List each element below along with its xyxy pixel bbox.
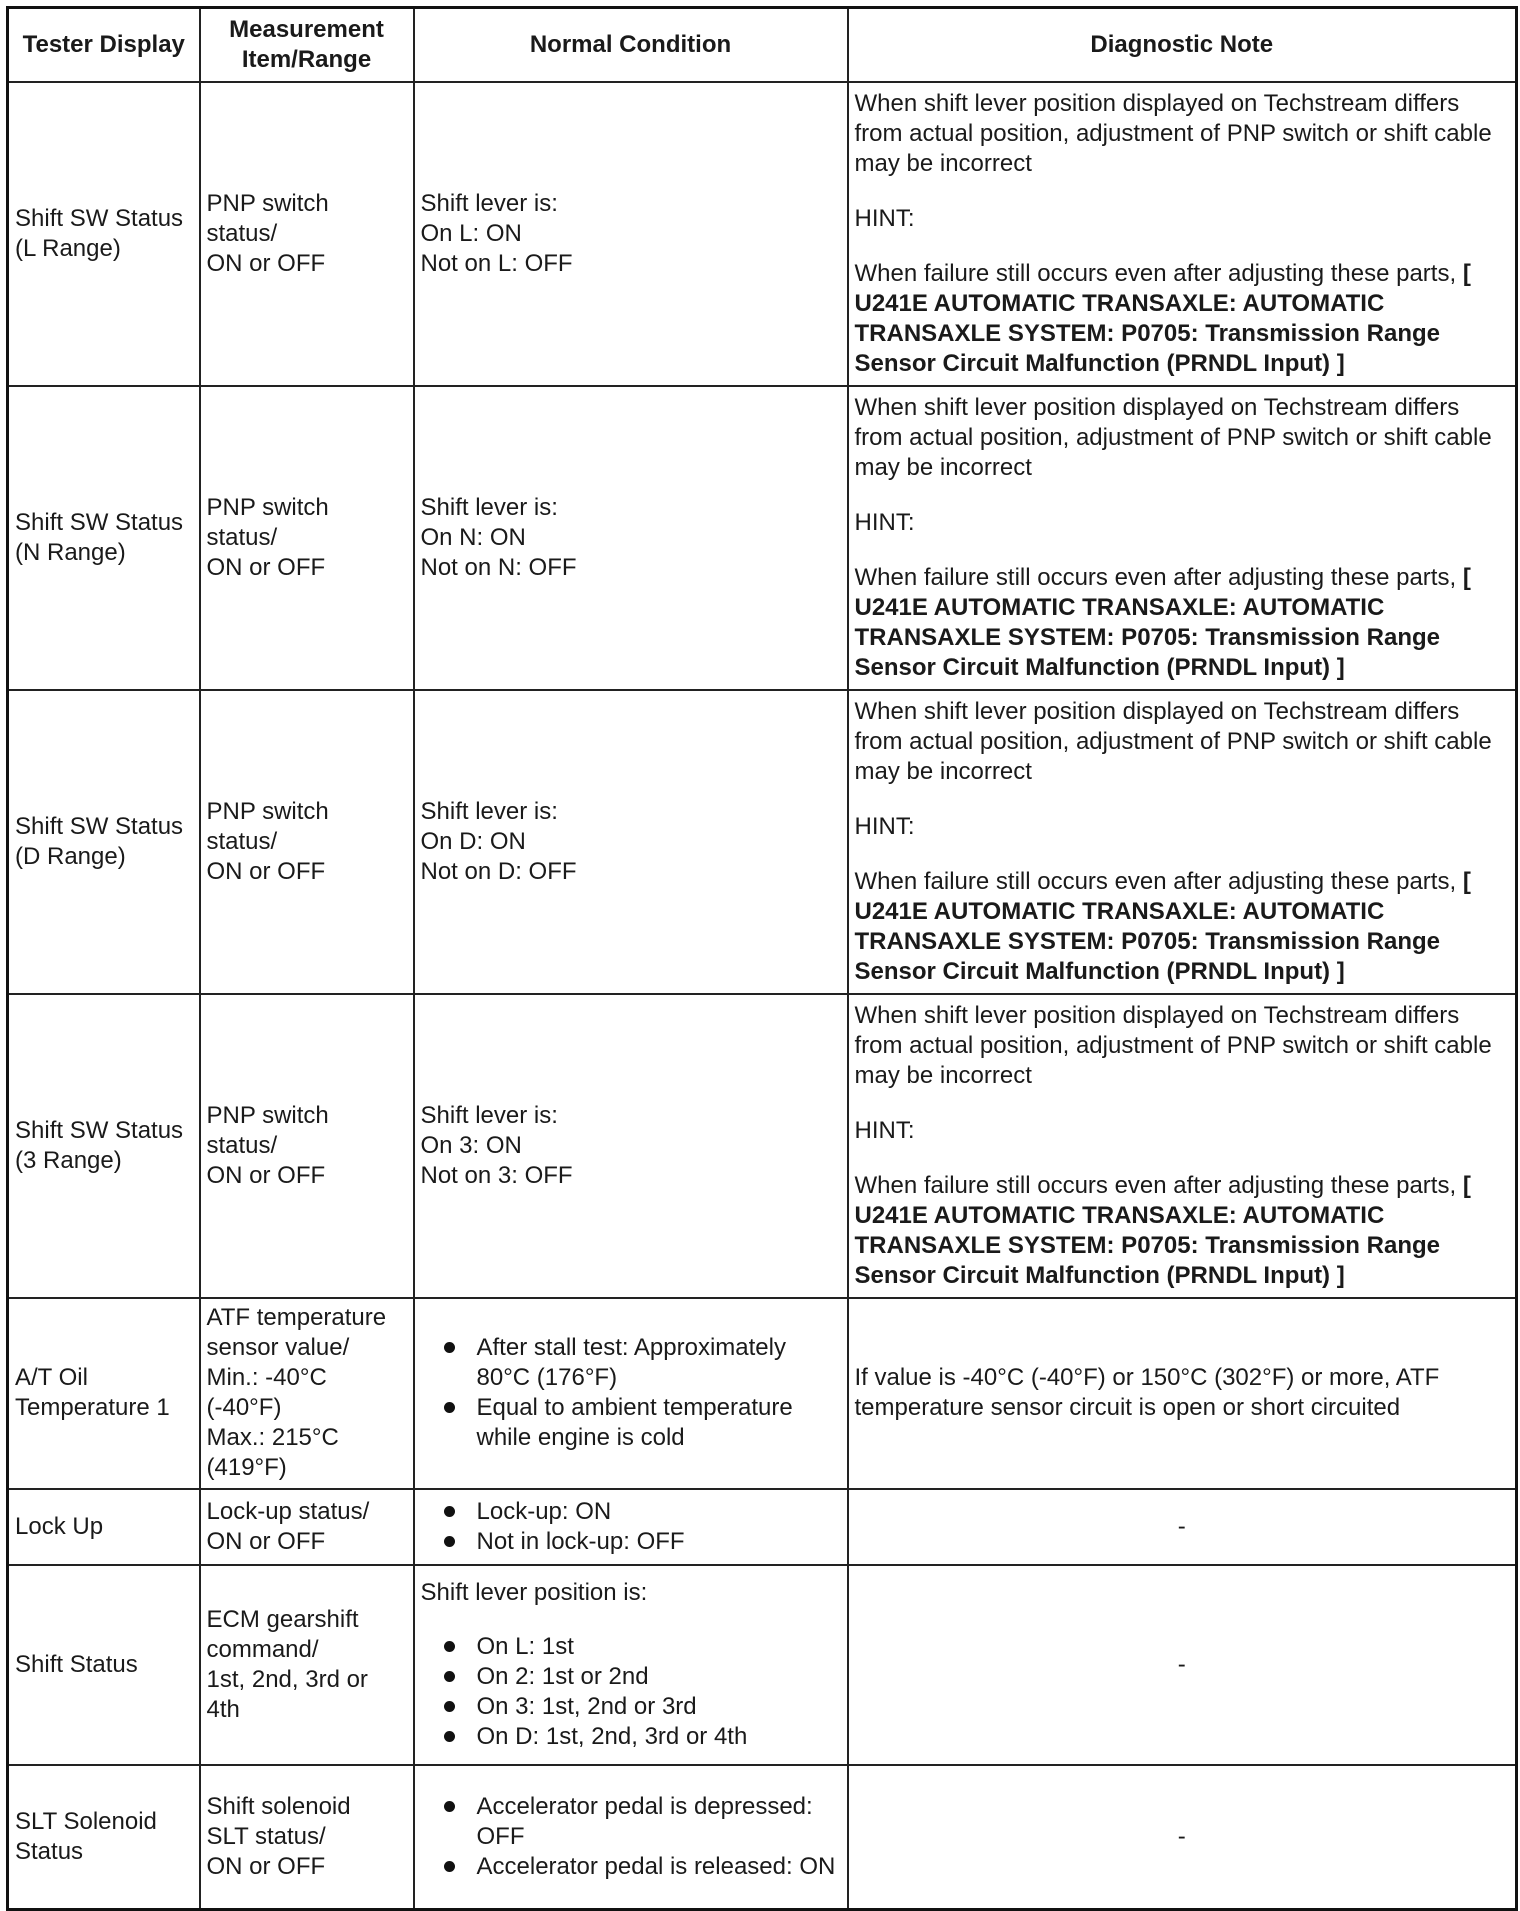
header-measurement: Measurement Item/Range [200,8,414,82]
normal-condition-cell: Shift lever is: On N: ON Not on N: OFF [414,386,848,690]
tester-display-cell: Shift SW Status (D Range) [8,690,200,994]
list-item: Accelerator pedal is depressed: OFF [441,1792,841,1852]
tester-display-cell: Shift SW Status (N Range) [8,386,200,690]
diagnostic-note-cell: If value is -40°C (-40°F) or 150°C (302°F) or more, ATF temperature sensor circuit is open or short circuited [848,1298,1517,1489]
tester-display-cell: A/T Oil Temperature 1 [8,1298,200,1489]
normal-condition-cell: Shift lever is: On 3: ON Not on 3: OFF [414,994,848,1298]
tester-display-cell: SLT Solenoid Status [8,1765,200,1910]
table-row [8,690,1517,994]
diagnostic-note-cell: When shift lever position displayed on Techstream differs from actual position, adjustment of PNP switch or shift cable may be incorrect HINT: When failure still occurs even after adjusting these parts, [ U241E AUTOMATIC TRANSAXLE: AUTOMATIC TRANSAXLE SYSTEM: P0705: Transmission Range Sensor Circuit Malfunction (PRNDL Input) ] [848,994,1517,1298]
normal-condition-cell: Shift lever is: On D: ON Not on D: OFF [414,690,848,994]
condition-list [421,1497,841,1557]
table-row [8,386,1517,690]
diagnostic-note-cell: When shift lever position displayed on Techstream differs from actual position, adjustment of PNP switch or shift cable may be incorrect HINT: When failure still occurs even after adjusting these parts, [ U241E AUTOMATIC TRANSAXLE: AUTOMATIC TRANSAXLE SYSTEM: P0705: Transmission Range Sensor Circuit Malfunction (PRNDL Input) ] [848,386,1517,690]
diagnostic-note-cell: When shift lever position displayed on Techstream differs from actual position, adjustment of PNP switch or shift cable may be incorrect HINT: When failure still occurs even after adjusting these parts, [ U241E AUTOMATIC TRANSAXLE: AUTOMATIC TRANSAXLE SYSTEM: P0705: Transmission Range Sensor Circuit Malfunction (PRNDL Input) ] [848,690,1517,994]
measurement-cell: ATF temperature sensor value/ Min.: -40°C (-40°F) Max.: 215°C (419°F) [200,1298,414,1489]
condition-list [421,1333,841,1453]
reference-link[interactable]: [ U241E AUTOMATIC TRANSAXLE: AUTOMATIC TRANSAXLE SYSTEM: P0705: Transmission Range Sensor Circuit Malfunction (PRNDL Input) ] [854,563,1471,681]
diagnostic-note-cell: - [848,1765,1517,1910]
measurement-cell: PNP switch status/ ON or OFF [200,386,414,690]
table-row [8,994,1517,1298]
measurement-cell: PNP switch status/ ON or OFF [200,994,414,1298]
header-diagnostic-note: Diagnostic Note [848,8,1517,82]
tester-display-cell: Shift SW Status (3 Range) [8,994,200,1298]
tester-display-cell: Shift SW Status (L Range) [8,82,200,386]
list-item: On D: 1st, 2nd, 3rd or 4th [441,1722,841,1752]
list-item: Lock-up: ON [441,1497,841,1527]
diagnostic-note-cell: - [848,1565,1517,1765]
table-row [8,1489,1517,1565]
table-row [8,1298,1517,1489]
measurement-cell: PNP switch status/ ON or OFF [200,82,414,386]
normal-condition-cell: Shift lever position is: On L: 1st On 2: 1st or 2nd On 3: 1st, 2nd or 3rd On D: 1st, 2nd, 3rd or 4th [414,1565,848,1765]
reference-link[interactable]: [ U241E AUTOMATIC TRANSAXLE: AUTOMATIC TRANSAXLE SYSTEM: P0705: Transmission Range Sensor Circuit Malfunction (PRNDL Input) ] [854,259,1471,377]
table-row [8,1765,1517,1910]
reference-link[interactable]: [ U241E AUTOMATIC TRANSAXLE: AUTOMATIC TRANSAXLE SYSTEM: P0705: Transmission Range Sensor Circuit Malfunction (PRNDL Input) ] [854,867,1471,985]
measurement-cell: PNP switch status/ ON or OFF [200,690,414,994]
tester-display-cell: Shift Status [8,1565,200,1765]
measurement-cell: ECM gearshift command/ 1st, 2nd, 3rd or 4th [200,1565,414,1765]
table-row [8,82,1517,386]
list-item: Accelerator pedal is released: ON [441,1852,841,1882]
normal-condition-cell [414,1765,848,1910]
diagnostic-note-cell: - [848,1489,1517,1565]
header-row [8,8,1517,82]
list-item: After stall test: Approximately 80°C (176°F) [441,1333,841,1393]
condition-list [421,1632,841,1752]
measurement-cell: Lock-up status/ ON or OFF [200,1489,414,1565]
list-item: On L: 1st [441,1632,841,1662]
list-item: Equal to ambient temperature while engine is cold [441,1393,841,1453]
data-list-table [6,6,1518,1911]
list-item: On 3: 1st, 2nd or 3rd [441,1692,841,1722]
list-item: Not in lock-up: OFF [441,1527,841,1557]
list-item: On 2: 1st or 2nd [441,1662,841,1692]
diagnostic-note-cell: When shift lever position displayed on Techstream differs from actual position, adjustment of PNP switch or shift cable may be incorrect HINT: When failure still occurs even after adjusting these parts, [ U241E AUTOMATIC TRANSAXLE: AUTOMATIC TRANSAXLE SYSTEM: P0705: Transmission Range Sensor Circuit Malfunction (PRNDL Input) ] [848,82,1517,386]
header-tester-display: Tester Display [8,8,200,82]
normal-condition-cell: Shift lever is: On L: ON Not on L: OFF [414,82,848,386]
normal-condition-cell [414,1489,848,1565]
normal-condition-cell [414,1298,848,1489]
reference-link[interactable]: [ U241E AUTOMATIC TRANSAXLE: AUTOMATIC TRANSAXLE SYSTEM: P0705: Transmission Range Sensor Circuit Malfunction (PRNDL Input) ] [854,1171,1471,1289]
table-row [8,1565,1517,1765]
tester-display-cell: Lock Up [8,1489,200,1565]
measurement-cell: Shift solenoid SLT status/ ON or OFF [200,1765,414,1910]
condition-list [421,1792,841,1882]
header-normal-condition: Normal Condition [414,8,848,82]
